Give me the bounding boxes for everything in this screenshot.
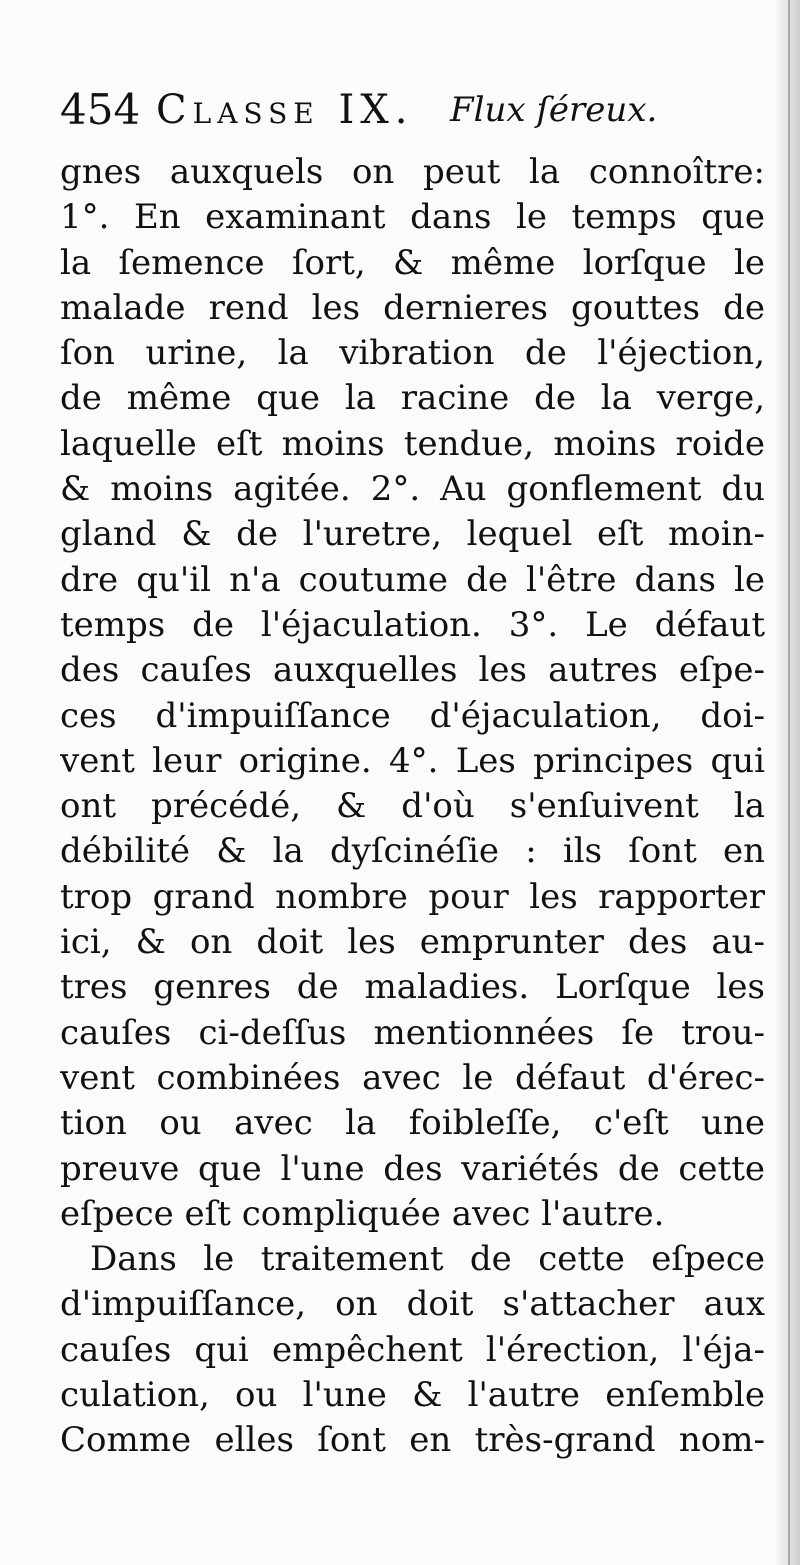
text-line: 1°. En examinant dans le temps que — [60, 197, 765, 238]
section-label: Flux ſéreux. — [450, 90, 658, 130]
text-line: vent combinées avec le défaut d'érec- — [60, 1057, 765, 1098]
text-line: débilité & la dyſcinéſie : ils ſont en — [60, 831, 765, 872]
text-line: gnes auxquels on peut la connoître: — [60, 152, 765, 192]
body-text — [60, 150, 765, 1464]
text-line: vent leur origine. 4°. Les principes qui — [60, 740, 765, 781]
text-line: ont précédé, & d'où s'enſuivent la — [60, 786, 765, 827]
text-line: temps de l'éjaculation. 3°. Le défaut — [60, 604, 765, 645]
text-line: eſpece eſt compliquée avec l'autre. — [60, 1193, 665, 1234]
text-line: d'impuiſſance, on doit s'attacher aux — [60, 1284, 765, 1325]
text-line: laquelle eſt moins tendue, moins roide — [60, 423, 765, 464]
text-line: preuve que l'une des variétés de cette — [60, 1148, 765, 1189]
text-line: trop grand nombre pour les rapporter — [60, 876, 765, 917]
running-header — [60, 80, 740, 140]
text-line: malade rend les dernieres gouttes de — [60, 287, 765, 328]
scan-edge-line — [788, 0, 790, 1565]
text-line: dre qu'il n'a coutume de l'être dans le — [60, 559, 765, 600]
text-line: Dans le traitement de cette eſpece — [90, 1239, 765, 1280]
text-line: des cauſes auxquelles les autres eſpe- — [60, 650, 765, 691]
scan-edge-shadow — [774, 0, 800, 1565]
text-line: ſon urine, la vibration de l'éjection, — [60, 333, 765, 374]
text-line: ces d'impuiſſance d'éjaculation, doi- — [60, 695, 765, 736]
text-line: & moins agitée. 2°. Au gonflement du — [60, 469, 765, 510]
class-label: Classe IX. — [156, 87, 414, 133]
text-line: la ſemence ſort, & même lorſque le — [60, 242, 765, 283]
page-number: 454 — [60, 85, 141, 134]
text-line: Comme elles ſont en très-grand nom- — [60, 1420, 765, 1461]
text-line: de même que la racine de la verge, — [60, 378, 765, 419]
text-line: tion ou avec la foibleſſe, c'eſt une — [60, 1103, 765, 1144]
text-line: gland & de l'uretre, lequel eſt moin- — [60, 514, 765, 555]
text-line: ici, & on doit les emprunter des au- — [60, 922, 765, 963]
text-line: culation, ou l'une & l'autre enſemble — [60, 1375, 765, 1416]
text-line: cauſes ci-deſſus mentionnées ſe trou- — [60, 1012, 765, 1053]
text-line: tres genres de maladies. Lorſque les — [60, 967, 765, 1008]
text-line: cauſes qui empêchent l'érection, l'éja- — [60, 1329, 765, 1370]
